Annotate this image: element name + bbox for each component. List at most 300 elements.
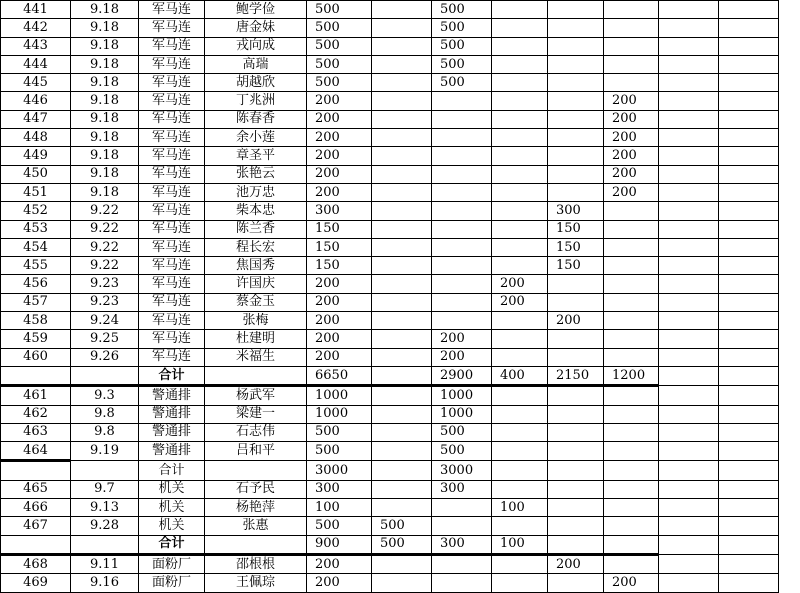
table-cell: 200: [307, 147, 372, 165]
table-cell: 机关: [139, 517, 205, 535]
table-cell: [719, 55, 779, 73]
table-cell: [604, 220, 659, 238]
table-cell: 200: [307, 165, 372, 183]
table-cell: [719, 405, 779, 423]
table-cell: 200: [307, 348, 372, 366]
table-cell: [372, 386, 432, 405]
table-cell: [432, 275, 492, 293]
table-cell: [432, 517, 492, 535]
table-cell: 9.22: [71, 202, 139, 220]
table-cell: [548, 55, 604, 73]
table-cell: [372, 423, 432, 441]
table-cell: 3000: [307, 461, 372, 480]
table-cell: [372, 129, 432, 147]
table-cell: [659, 423, 719, 441]
table-cell: [548, 442, 604, 461]
table-cell: [604, 499, 659, 517]
table-cell: 200: [604, 165, 659, 183]
table-cell: 军马连: [139, 293, 205, 311]
table-cell: [659, 147, 719, 165]
table-cell: [719, 257, 779, 275]
table-row: [1, 1, 779, 19]
table-cell: [719, 220, 779, 238]
table-cell: [548, 1, 604, 19]
table-cell: 100: [492, 535, 548, 554]
table-cell: 章圣平: [205, 147, 307, 165]
table-cell: [492, 202, 548, 220]
table-cell: 150: [548, 220, 604, 238]
table-cell: 441: [1, 1, 71, 19]
table-cell: 454: [1, 238, 71, 256]
table-cell: 警通排: [139, 423, 205, 441]
table-cell: 462: [1, 405, 71, 423]
table-cell: 合计: [139, 461, 205, 480]
table-cell: [719, 366, 779, 385]
table-cell: [205, 366, 307, 385]
table-cell: 军马连: [139, 220, 205, 238]
table-cell: 6650: [307, 366, 372, 385]
table-cell: [372, 499, 432, 517]
table-cell: 1000: [432, 405, 492, 423]
table-cell: 邵根根: [205, 554, 307, 573]
table-cell: [659, 55, 719, 73]
table-cell: [719, 183, 779, 201]
table-cell: [604, 19, 659, 37]
table-cell: [659, 238, 719, 256]
table-cell: [659, 442, 719, 461]
table-cell: 机关: [139, 480, 205, 498]
table-cell: [659, 92, 719, 110]
table-cell: 900: [307, 535, 372, 554]
table-cell: [432, 499, 492, 517]
table-cell: 466: [1, 499, 71, 517]
table-cell: 500: [432, 37, 492, 55]
table-cell: 9.18: [71, 19, 139, 37]
table-cell: [372, 574, 432, 592]
table-cell: [719, 330, 779, 348]
table-cell: [604, 275, 659, 293]
table-cell: [659, 312, 719, 330]
table-cell: 457: [1, 293, 71, 311]
table-cell: [719, 202, 779, 220]
table-cell: [492, 74, 548, 92]
table-cell: [492, 312, 548, 330]
table-cell: [1, 366, 71, 385]
table-cell: [604, 554, 659, 573]
table-cell: 9.28: [71, 517, 139, 535]
table-cell: [604, 257, 659, 275]
table-cell: [548, 480, 604, 498]
table-cell: 500: [307, 517, 372, 535]
table-cell: 461: [1, 386, 71, 405]
table-cell: [604, 348, 659, 366]
table-row: [1, 554, 779, 573]
table-cell: [372, 238, 432, 256]
table-cell: [659, 74, 719, 92]
table-cell: 451: [1, 183, 71, 201]
table-cell: 200: [307, 293, 372, 311]
table-cell: 9.16: [71, 574, 139, 592]
table-cell: [432, 165, 492, 183]
table-cell: [719, 499, 779, 517]
table-cell: 9.3: [71, 386, 139, 405]
table-cell: 杨艳萍: [205, 499, 307, 517]
table-row: [1, 37, 779, 55]
table-cell: 唐金妹: [205, 19, 307, 37]
table-cell: [372, 110, 432, 128]
table-cell: [372, 19, 432, 37]
table-cell: 200: [604, 574, 659, 592]
table-cell: [548, 110, 604, 128]
table-cell: 焦国秀: [205, 257, 307, 275]
table-cell: 警通排: [139, 386, 205, 405]
table-cell: [372, 183, 432, 201]
table-cell: [659, 554, 719, 573]
table-cell: [372, 405, 432, 423]
table-row: [1, 55, 779, 73]
table-cell: 蔡金玉: [205, 293, 307, 311]
table-row: [1, 202, 779, 220]
table-cell: 200: [604, 183, 659, 201]
table-cell: 合计: [139, 366, 205, 385]
table-cell: [548, 183, 604, 201]
table-cell: [548, 499, 604, 517]
table-cell: [492, 257, 548, 275]
table-cell: 9.8: [71, 405, 139, 423]
table-cell: 杜建明: [205, 330, 307, 348]
table-cell: [719, 37, 779, 55]
table-cell: [659, 480, 719, 498]
table-cell: 200: [307, 92, 372, 110]
table-cell: 465: [1, 480, 71, 498]
table-cell: 军马连: [139, 1, 205, 19]
table-cell: [492, 129, 548, 147]
table-cell: [604, 202, 659, 220]
table-cell: [719, 147, 779, 165]
table-cell: [604, 480, 659, 498]
table-cell: 余小莲: [205, 129, 307, 147]
table-cell: [604, 405, 659, 423]
table-cell: [548, 92, 604, 110]
table-cell: 200: [548, 312, 604, 330]
table-cell: 1000: [307, 405, 372, 423]
table-row: [1, 220, 779, 238]
table-cell: 500: [372, 517, 432, 535]
table-cell: 9.22: [71, 220, 139, 238]
table-cell: 9.11: [71, 554, 139, 573]
table-cell: [372, 293, 432, 311]
table-cell: 500: [307, 55, 372, 73]
table-cell: [604, 1, 659, 19]
table-cell: [604, 442, 659, 461]
table-cell: [372, 220, 432, 238]
table-cell: 300: [432, 535, 492, 554]
table-cell: 程长宏: [205, 238, 307, 256]
table-cell: [719, 574, 779, 592]
table-cell: 面粉厂: [139, 554, 205, 573]
table-cell: 军马连: [139, 37, 205, 55]
table-cell: 陈兰香: [205, 220, 307, 238]
table-cell: [548, 74, 604, 92]
table-cell: 400: [492, 366, 548, 385]
table-cell: 200: [604, 147, 659, 165]
table-cell: [719, 535, 779, 554]
table-cell: [492, 220, 548, 238]
table-cell: [1, 461, 71, 480]
table-cell: [604, 238, 659, 256]
table-cell: [659, 129, 719, 147]
table-cell: [548, 293, 604, 311]
table-cell: 3000: [432, 461, 492, 480]
table-cell: [432, 238, 492, 256]
table-row: [1, 74, 779, 92]
table-cell: [372, 1, 432, 19]
table-cell: 许国庆: [205, 275, 307, 293]
table-cell: [659, 366, 719, 385]
table-cell: 9.19: [71, 442, 139, 461]
table-cell: 150: [548, 257, 604, 275]
table-cell: [604, 423, 659, 441]
table-cell: [659, 257, 719, 275]
table-cell: [719, 461, 779, 480]
table-cell: [719, 480, 779, 498]
table-cell: [719, 423, 779, 441]
table-cell: 500: [432, 74, 492, 92]
table-row: [1, 480, 779, 498]
table-cell: [432, 293, 492, 311]
table-cell: [719, 92, 779, 110]
table-cell: [372, 554, 432, 573]
table-cell: 军马连: [139, 312, 205, 330]
table-cell: 9.22: [71, 257, 139, 275]
table-cell: 452: [1, 202, 71, 220]
table-cell: 9.26: [71, 348, 139, 366]
table-cell: [659, 499, 719, 517]
table-cell: 警通排: [139, 442, 205, 461]
table-cell: [492, 423, 548, 441]
table-cell: [492, 238, 548, 256]
table-cell: [432, 92, 492, 110]
table-row: [1, 165, 779, 183]
table-cell: [548, 574, 604, 592]
table-cell: 200: [307, 330, 372, 348]
table-cell: 500: [432, 442, 492, 461]
table-cell: 449: [1, 147, 71, 165]
table-cell: [372, 165, 432, 183]
table-cell: [492, 480, 548, 498]
table-cell: 1000: [307, 386, 372, 405]
table-cell: 2900: [432, 366, 492, 385]
table-cell: [604, 517, 659, 535]
table-row: [1, 423, 779, 441]
table-cell: 300: [432, 480, 492, 498]
table-cell: 450: [1, 165, 71, 183]
table-cell: [492, 461, 548, 480]
table-cell: [372, 275, 432, 293]
table-cell: 军马连: [139, 147, 205, 165]
table-cell: 机关: [139, 499, 205, 517]
table-cell: 军马连: [139, 110, 205, 128]
table-cell: 444: [1, 55, 71, 73]
table-row: [1, 19, 779, 37]
table-cell: 军马连: [139, 129, 205, 147]
table-cell: 王佩琮: [205, 574, 307, 592]
table-cell: [548, 517, 604, 535]
table-cell: [372, 147, 432, 165]
table-cell: [548, 461, 604, 480]
table-cell: 军马连: [139, 202, 205, 220]
table-cell: 9.13: [71, 499, 139, 517]
table-cell: [719, 386, 779, 405]
table-cell: 300: [307, 480, 372, 498]
table-cell: [492, 183, 548, 201]
table-cell: [548, 37, 604, 55]
table-cell: [372, 74, 432, 92]
table-cell: [492, 92, 548, 110]
table-cell: 张梅: [205, 312, 307, 330]
table-cell: [659, 330, 719, 348]
table-cell: 9.18: [71, 74, 139, 92]
table-cell: 杨武军: [205, 386, 307, 405]
table-cell: [659, 405, 719, 423]
table-cell: [492, 405, 548, 423]
table-cell: 200: [432, 330, 492, 348]
table-cell: [372, 480, 432, 498]
table-cell: [372, 461, 432, 480]
table-cell: 455: [1, 257, 71, 275]
table-cell: 米福生: [205, 348, 307, 366]
table-cell: [659, 293, 719, 311]
table-cell: 9.18: [71, 165, 139, 183]
table-cell: 150: [307, 220, 372, 238]
table-cell: [548, 19, 604, 37]
table-cell: 469: [1, 574, 71, 592]
table-cell: [719, 554, 779, 573]
table-cell: [1, 535, 71, 554]
table-row: [1, 499, 779, 517]
table-cell: 2150: [548, 366, 604, 385]
table-row: [1, 257, 779, 275]
table-cell: [659, 183, 719, 201]
table-cell: [719, 293, 779, 311]
table-row: [1, 348, 779, 366]
table-cell: [604, 535, 659, 554]
table-cell: [604, 37, 659, 55]
table-row: [1, 293, 779, 311]
table-cell: [659, 1, 719, 19]
table-cell: [719, 275, 779, 293]
table-cell: [659, 202, 719, 220]
table-cell: 9.18: [71, 129, 139, 147]
table-cell: 9.7: [71, 480, 139, 498]
table-cell: [659, 517, 719, 535]
table-cell: [604, 55, 659, 73]
table-cell: 柴本忠: [205, 202, 307, 220]
table-cell: 梁建一: [205, 405, 307, 423]
table-cell: [548, 330, 604, 348]
table-cell: 胡越欣: [205, 74, 307, 92]
table-cell: [71, 535, 139, 554]
table-cell: 200: [307, 129, 372, 147]
table-row: [1, 92, 779, 110]
table-cell: 200: [307, 183, 372, 201]
table-cell: [659, 19, 719, 37]
table-cell: [548, 129, 604, 147]
table-cell: 467: [1, 517, 71, 535]
table-cell: 池万忠: [205, 183, 307, 201]
table-cell: [719, 110, 779, 128]
table-cell: 合计: [139, 535, 205, 554]
table-cell: [492, 55, 548, 73]
table-cell: 9.8: [71, 423, 139, 441]
table-cell: 200: [432, 348, 492, 366]
table-cell: 9.25: [71, 330, 139, 348]
table-cell: [432, 257, 492, 275]
table-cell: [659, 348, 719, 366]
table-cell: 300: [307, 202, 372, 220]
table-cell: [205, 535, 307, 554]
table-cell: 500: [307, 423, 372, 441]
table-cell: 军马连: [139, 330, 205, 348]
table-cell: 200: [307, 554, 372, 573]
table-cell: 150: [307, 257, 372, 275]
table-cell: [719, 129, 779, 147]
table-cell: 石志伟: [205, 423, 307, 441]
table-cell: [372, 366, 432, 385]
table-cell: [659, 461, 719, 480]
table-cell: 468: [1, 554, 71, 573]
table-cell: 443: [1, 37, 71, 55]
table-cell: 军马连: [139, 183, 205, 201]
table-cell: 500: [307, 74, 372, 92]
table-cell: [719, 19, 779, 37]
table-cell: [492, 348, 548, 366]
table-row: [1, 312, 779, 330]
table-cell: [604, 312, 659, 330]
table-cell: [548, 423, 604, 441]
table-cell: 300: [548, 202, 604, 220]
table-cell: 100: [492, 499, 548, 517]
table-cell: [432, 147, 492, 165]
table-cell: 460: [1, 348, 71, 366]
table-cell: 458: [1, 312, 71, 330]
table-cell: 150: [307, 238, 372, 256]
table-cell: 9.22: [71, 238, 139, 256]
table-cell: 446: [1, 92, 71, 110]
table-row: [1, 183, 779, 201]
table-cell: [492, 517, 548, 535]
table-cell: 军马连: [139, 238, 205, 256]
table-cell: 9.18: [71, 110, 139, 128]
table-cell: [492, 386, 548, 405]
table-cell: 9.23: [71, 293, 139, 311]
table-row: [1, 517, 779, 535]
table-cell: [372, 330, 432, 348]
table-cell: [492, 165, 548, 183]
table-cell: 9.18: [71, 55, 139, 73]
table-cell: [659, 165, 719, 183]
table-row: [1, 110, 779, 128]
table-cell: 459: [1, 330, 71, 348]
table-cell: [604, 74, 659, 92]
table-cell: 200: [604, 129, 659, 147]
table-cell: [659, 386, 719, 405]
table-cell: 面粉厂: [139, 574, 205, 592]
table-cell: [719, 238, 779, 256]
table-cell: 453: [1, 220, 71, 238]
table-cell: [719, 517, 779, 535]
table-cell: [372, 55, 432, 73]
